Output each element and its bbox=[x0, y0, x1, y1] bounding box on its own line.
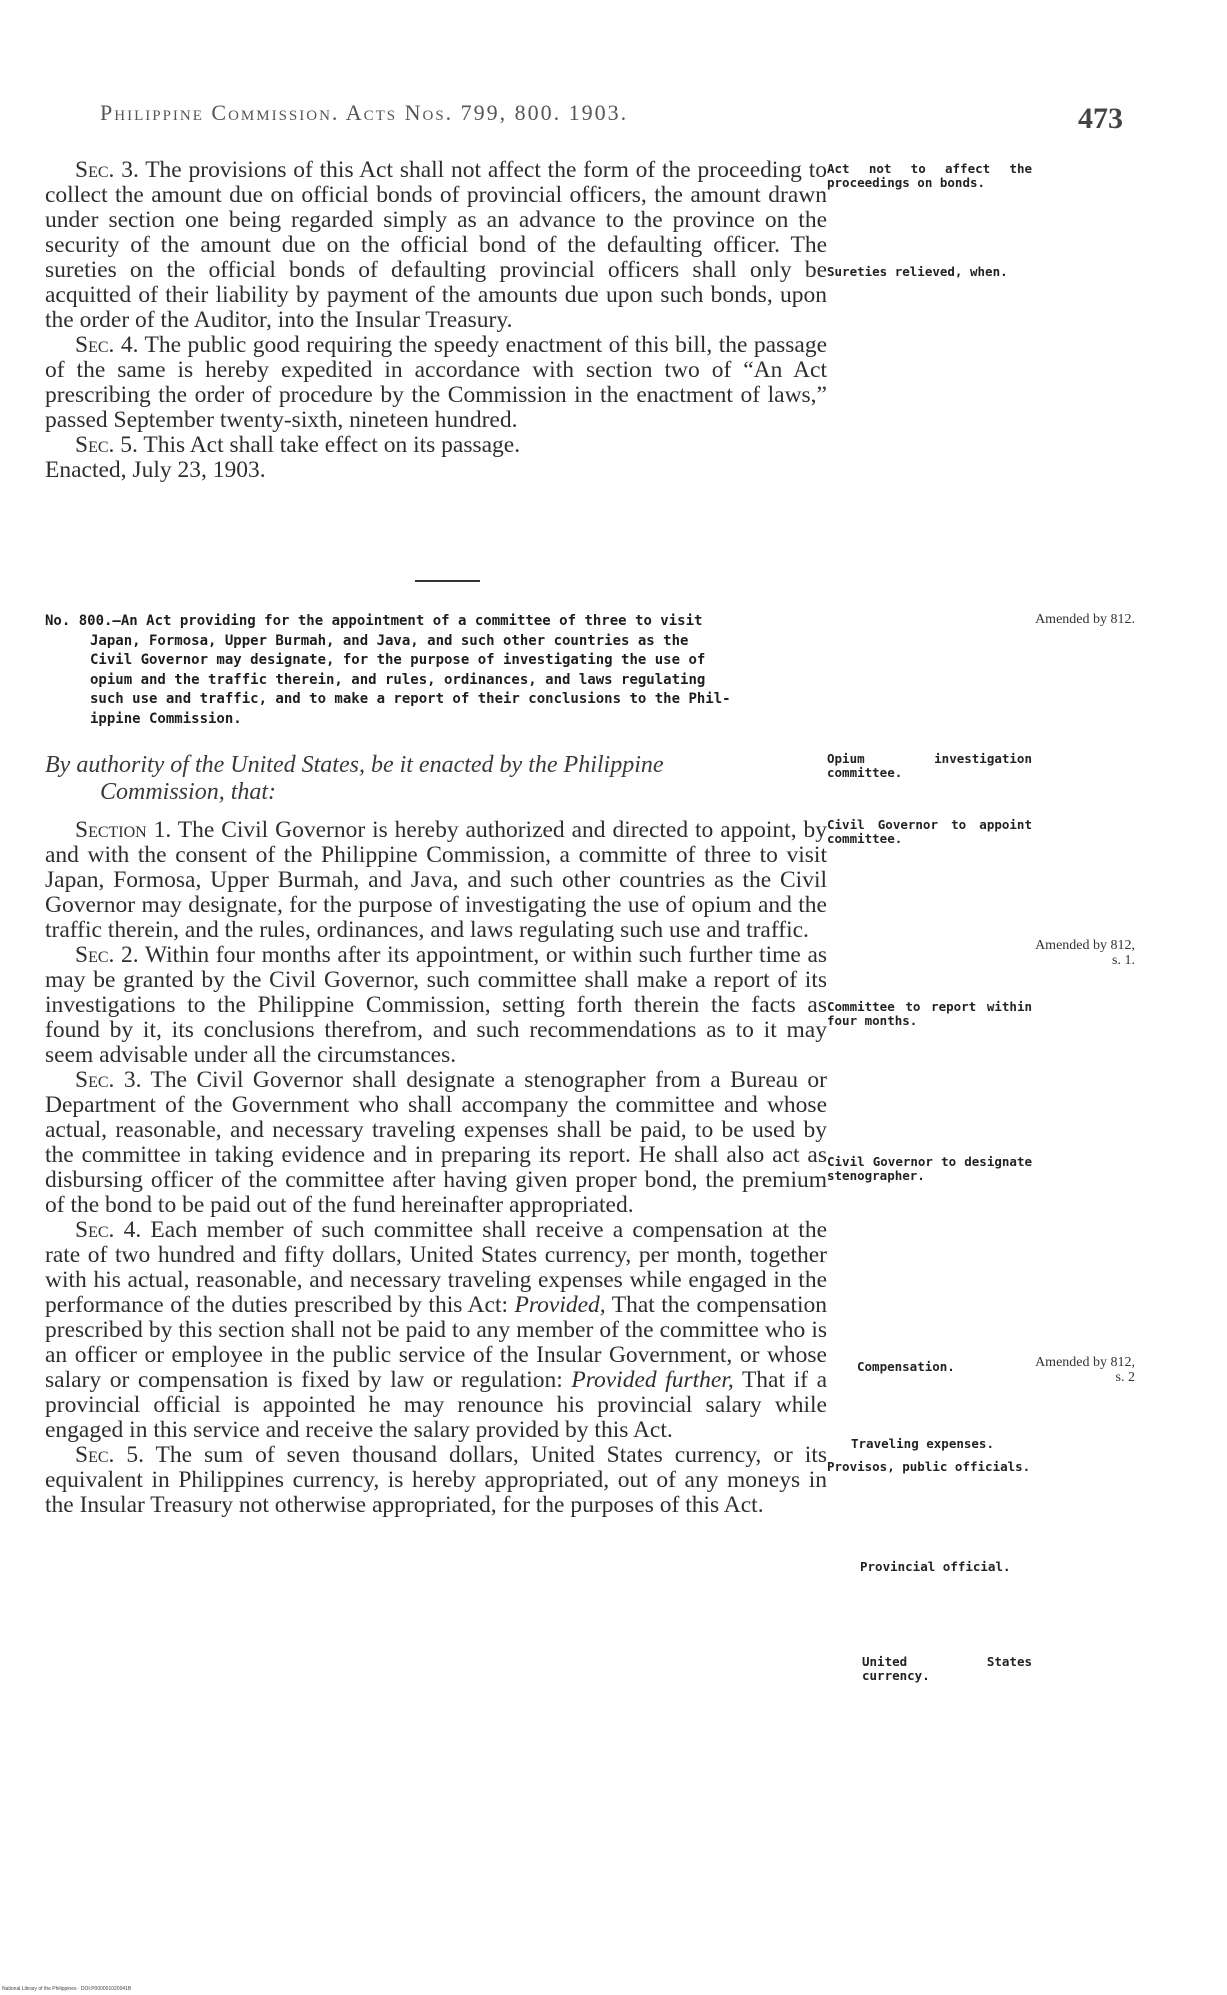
act-800-sec-3 bbox=[45, 1068, 827, 1218]
running-head: Philippine Commission. Acts Nos. 799, 800. 1903. bbox=[100, 100, 629, 125]
enacted-date: Enacted, July 23, 1903. bbox=[45, 457, 266, 483]
enacting-line-2: Commission, that: bbox=[100, 779, 277, 805]
section-label: Sec. 3. bbox=[75, 1067, 142, 1093]
section-label: Sec. 4. bbox=[75, 332, 139, 358]
act-799-sec-5 bbox=[45, 433, 827, 458]
section-divider bbox=[415, 580, 480, 582]
proviso-word: Provided further, bbox=[571, 1367, 734, 1393]
margin-note-report: Committee to report within four months. bbox=[827, 999, 1032, 1028]
act-800-sections bbox=[45, 818, 827, 1518]
section-label: Section 1. bbox=[75, 817, 172, 843]
enacting-clause bbox=[45, 752, 830, 806]
act-800-title bbox=[45, 612, 840, 729]
title-line: No. 800.—An Act providing for the appointment of a committee of three to visit bbox=[45, 613, 703, 629]
amendment-note: Amended by 812, s. 1. bbox=[1035, 938, 1135, 968]
act-800-section-1 bbox=[45, 818, 827, 943]
section-text: That the compensation prescribed by this section shall not be paid to any member of the committee who is an officer or employee in the public service of the Insular Government, or whose salary or compensation is fixed by law or regulation: bbox=[45, 1292, 827, 1393]
margin-note-opium-committee: Opium investigation committee. bbox=[827, 751, 1032, 780]
enacting-line-1: By authority of the United States, be it enacted by the Philippine bbox=[45, 752, 664, 778]
margin-note-provisos: Provisos, public officials. bbox=[827, 1459, 1031, 1474]
title-line: opium and the traffic therein, and rules, ordinances, and laws regulating bbox=[90, 671, 706, 688]
section-text: That if a provincial official is appointed he may renounce his provincial salary while engaged in this service and receive the salary provided by this Act. bbox=[45, 1367, 827, 1443]
section-label: Sec. 4. bbox=[75, 1217, 142, 1243]
margin-note-currency: United States currency. bbox=[862, 1654, 1032, 1683]
margin-note-act-not-affect: Act not to affect the proceedings on bonds. bbox=[827, 161, 1032, 190]
section-text: The Civil Governor shall designate a stenographer from a Bureau or Department of the Government who shall accompany the committee and whose actual, reasonable, and necessary traveling expenses shall be paid, to be used by the committee in taking evidence and in preparing its report. He shall also act as disbursing officer of the committee after having given proper bond, the premium of the bond to be paid out of the fund hereinafter appropriated. bbox=[45, 1067, 828, 1218]
section-text: The provisions of this Act shall not affect the form of the proceeding to collect the amount due on official bonds of provincial officers, the amount drawn under section one being regarded simply as an advance to the province on the security of the amount due on the official bond of the defaulting officer. The sureties on the official bonds of defaulting provincial officers shall only be acquitted of their liability by payment of the amounts due upon such bonds, upon the order of the Auditor, into the Insular Treasury. bbox=[45, 157, 828, 333]
section-label: Sec. 3. bbox=[75, 157, 139, 183]
act-800-sec-4 bbox=[45, 1218, 827, 1443]
margin-note-sureties: Sureties relieved, when. bbox=[827, 264, 1008, 279]
margin-note-traveling: Traveling expenses. bbox=[851, 1436, 994, 1451]
act-799-sections bbox=[45, 158, 827, 483]
section-text: Within four months after its appointment, or within such further time as may be granted by the Civil Governor, such committee shall make a report of its investigations to the Philippine Commission, setting forth therein the facts as found by it, its conclusions therefrom, and such recommendations as to it may seem advisable under all the circumstances. bbox=[45, 942, 828, 1068]
proviso-word: Provided, bbox=[514, 1292, 606, 1318]
act-800-sec-5 bbox=[45, 1443, 827, 1518]
margin-note-provincial: Provincial official. bbox=[860, 1559, 1011, 1574]
section-text: The sum of seven thousand dollars, United States currency, or its equivalent in Philippines currency, is hereby appropriated, out of any moneys in the Insular Treasury not otherwise appropriated, for the purposes of this Act. bbox=[45, 1442, 827, 1518]
act-799-sec-3 bbox=[45, 158, 827, 333]
title-line: such use and traffic, and to make a report of their conclusions to the Phil- bbox=[90, 691, 731, 707]
title-line: Japan, Formosa, Upper Burmah, and Java, and such other countries as the bbox=[90, 632, 689, 649]
amendment-note: Amended by 812, s. 2 bbox=[1035, 1355, 1135, 1385]
section-label: Sec. 2. bbox=[75, 942, 139, 968]
section-text: This Act shall take effect on its passage. bbox=[137, 432, 521, 458]
scan-footer: National Library of the Philippines · DOI:P000001020041B bbox=[2, 1986, 132, 1992]
page-number: 473 bbox=[1078, 102, 1123, 135]
act-800-sec-2 bbox=[45, 943, 827, 1068]
section-text: The public good requiring the speedy enactment of this bill, the passage of the same is hereby expedited in accordance with section two of “An Act prescribing the order of procedure by the Commission in the enactment of laws,” passed September twenty-sixth, nineteen hundred. bbox=[45, 332, 828, 433]
section-label: Sec. 5. bbox=[75, 432, 138, 458]
title-line: Civil Governor may designate, for the purpose of investigating the use of bbox=[90, 652, 706, 668]
section-text: Each member of such committee shall receive a compensation at the rate of two hundred and fifty dollars, United States currency, per month, together with his actual, reasonable, and necessary traveling expenses while engaged in the performance of the duties prescribed by this Act: bbox=[45, 1217, 827, 1318]
act-799-sec-4 bbox=[45, 333, 827, 433]
title-line: ippine Commission. bbox=[90, 710, 242, 727]
section-text: The Civil Governor is hereby authorized and directed to appoint, by and with the consent of the Philippine Commission, a committe of three to visit Japan, Formosa, Upper Burmah, and Java, and such other countries as the Civil Governor may designate, for the purpose of investigating the use of opium and the traffic therein, and the rules, ordinances, and laws regulating such use and traffic. bbox=[45, 817, 827, 943]
section-label: Sec. 5. bbox=[75, 1442, 144, 1468]
amendment-note: Amended by 812. bbox=[1035, 612, 1135, 627]
margin-note-compensation: Compensation. bbox=[857, 1359, 955, 1374]
margin-note-stenographer: Civil Governor to designate stenographer. bbox=[827, 1154, 1032, 1183]
margin-note-appoint-committee: Civil Governor to appoint committee. bbox=[827, 817, 1032, 846]
